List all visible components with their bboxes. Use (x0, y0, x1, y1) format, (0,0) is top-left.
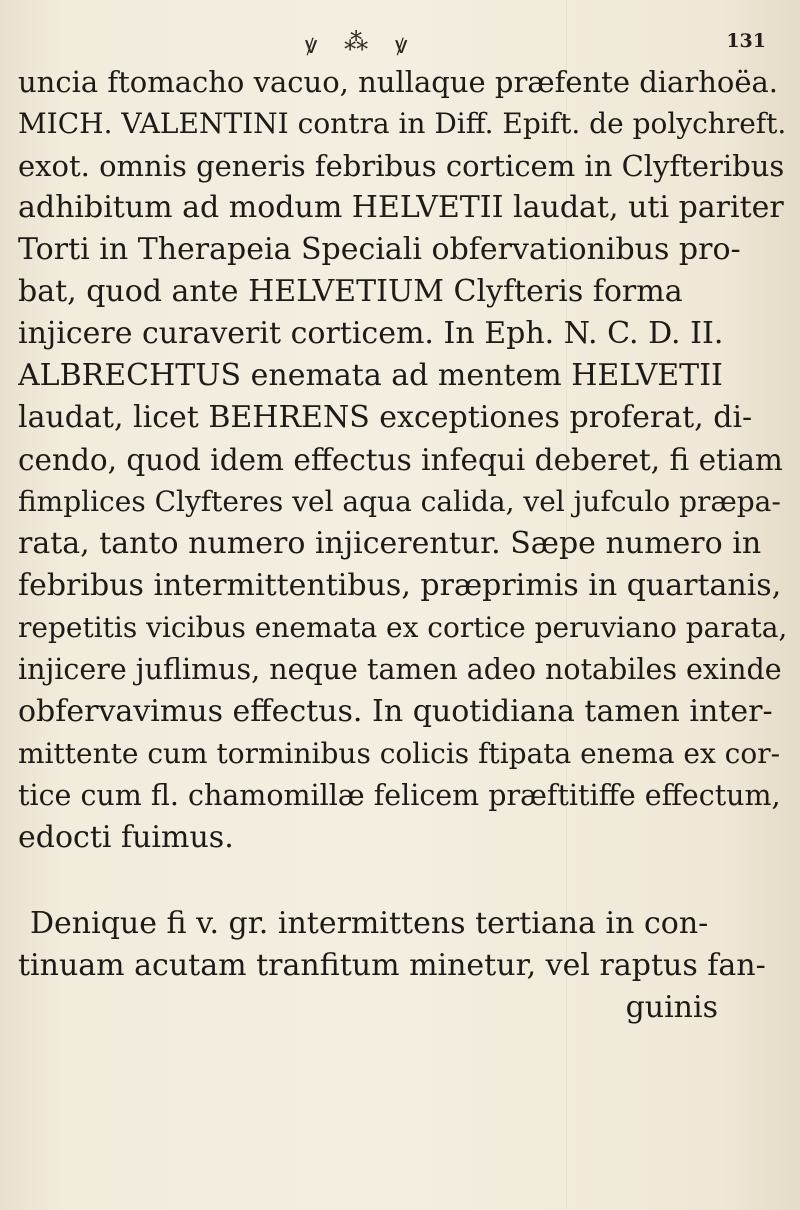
text-line: ALBRECHTUS enemata ad mentem HELVETII (18, 358, 723, 393)
text-line: injicere juflimus, neque tamen adeo notabiles exinde (18, 653, 782, 686)
text-line: obfervavimus effectus. In quotidiana tamen inter- (18, 694, 773, 729)
text-line: laudat, licet BEHRENS exceptiones proferat, di- (18, 400, 753, 435)
catchword: guinis (625, 990, 718, 1025)
text-line: bat, quod ante HELVETIUM Clyfteris forma (18, 274, 683, 309)
ornament-glyph-left: ꝟ (305, 31, 319, 59)
text-line: febribus intermittentibus, præprimis in quartanis, (18, 568, 782, 603)
text-line: injicere curaverit corticem. In Eph. N. C. D. II. (18, 316, 724, 351)
header-ornament (305, 28, 408, 61)
text-line: Torti in Therapeia Speciali obfervationibus pro- (18, 232, 741, 267)
text-line: exot. omnis generis febribus corticem in Clyfteribus (18, 149, 785, 183)
text-line: uncia ftomacho vacuo, nullaque præfente diarhoëa. (18, 65, 779, 99)
paragraph-start-line: Denique fi v. gr. intermittens tertiana in con- (30, 906, 709, 941)
text-line: mittente cum torminibus colicis ftipata enema ex cor- (18, 737, 781, 770)
text-line: fimplices Clyfteres vel aqua calida, vel jufculo præpa- (18, 485, 781, 518)
text-line: MICH. VALENTINI contra in Diff. Epift. de polychreft. (18, 107, 787, 140)
text-line: cendo, quod idem effectus infequi deberet, fi etiam (18, 443, 783, 477)
text-line: rata, tanto numero injicerentur. Sæpe numero in (18, 526, 762, 561)
text-line: repetitis vicibus enemata ex cortice peruviano parata, (18, 611, 788, 644)
text-line: edocti fuimus. (18, 820, 234, 855)
ornament-glyph-center: ⁂ (344, 28, 370, 56)
text-line: tice cum fl. chamomillæ felicem præftitiffe effectum, (18, 779, 781, 812)
body-text (18, 61, 790, 1029)
text-line: tinuam acutam tranfitum minetur, vel raptus fan- (18, 948, 766, 983)
ornament-glyph-right: ꝟ (395, 31, 409, 59)
text-line: adhibitum ad modum HELVETII laudat, uti pariter (18, 190, 784, 225)
page-number: 131 (726, 30, 766, 52)
